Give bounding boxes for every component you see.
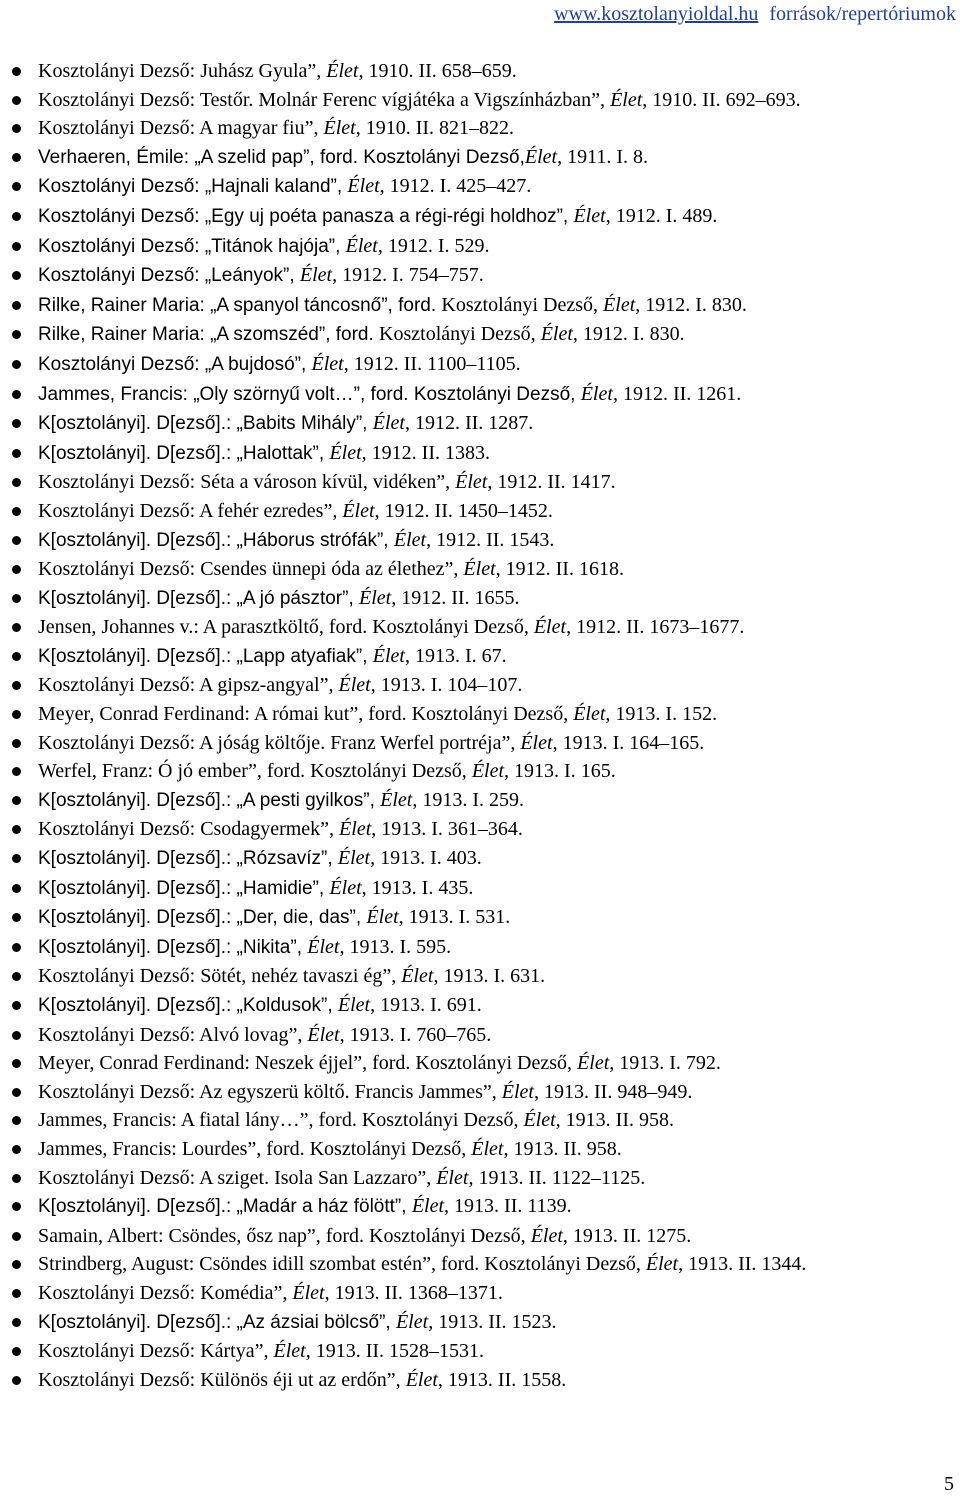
entry-text: , 1913. I. 361–364.	[371, 818, 523, 841]
entry-text: K[osztolányi]. D[ezső].: „A pesti gyilkos”,	[38, 789, 381, 811]
bibliography-entry	[12, 1078, 956, 1107]
journal-title: Élet	[520, 731, 553, 754]
entry-text: , 1913. I. 435.	[361, 876, 474, 899]
bullet-icon	[12, 124, 21, 133]
journal-title: Élet	[359, 586, 392, 609]
journal-title: Élet	[580, 382, 613, 405]
entry-text: , 1912. II. 1261.	[612, 382, 742, 405]
entry-text: Werfel, Franz: Ó jó ember”, ford. Kosztolányi Dezső,	[38, 760, 472, 783]
entry-text: Kosztolányi Dezső: Csendes ünnepi óda az élethez”,	[38, 558, 464, 581]
bullet-icon	[12, 739, 21, 748]
entry-text: K[osztolányi]. D[ezső].: „Háborus strófák”,	[38, 529, 394, 551]
bibliography-entry	[12, 202, 956, 232]
bibliography-entry	[12, 874, 956, 904]
entry-text: , 1913. I. 760–765.	[339, 1023, 492, 1046]
bibliography-entry	[12, 468, 956, 497]
journal-title: Élet	[471, 1137, 504, 1160]
bullet-icon	[12, 1059, 21, 1068]
entry-text: , 1912. II. 1655.	[391, 586, 520, 609]
entry-text: , 1912. II. 1100–1105.	[343, 352, 521, 375]
bibliography-entry	[12, 526, 956, 556]
bullet-icon	[12, 301, 21, 310]
bibliography-entry	[12, 380, 956, 410]
bullet-icon	[12, 419, 21, 428]
journal-title: Élet	[455, 471, 488, 494]
journal-title: Élet	[372, 412, 405, 435]
bibliography-entry	[12, 232, 956, 262]
entry-text: , 1913. I. 403.	[370, 847, 482, 870]
bibliography-entry	[12, 1049, 956, 1078]
bullet-icon	[12, 796, 21, 805]
bullet-icon	[12, 507, 21, 516]
entry-text: K[osztolányi]. D[ezső].: „Der, die, das”,	[38, 907, 367, 929]
entry-text: Kosztolányi Dezső: A fehér ezredes”,	[38, 499, 343, 522]
bullet-icon	[12, 1289, 21, 1298]
entry-text: Jammes, Francis: Lourdes”, ford. Kosztolányi Dezső,	[38, 1137, 472, 1160]
journal-title: Élet	[471, 760, 505, 783]
journal-title: Élet	[523, 1109, 556, 1132]
entry-text: , 1913. I. 259.	[412, 788, 525, 811]
entry-text: , 1913. I. 164–165.	[552, 731, 705, 754]
entry-text: Samain, Albert: Csöndes, ősz nap”, ford. Kosztolányi Dezső,	[38, 1224, 531, 1247]
journal-title: Élet	[329, 876, 362, 899]
entry-text: , 1913. II. 1558.	[437, 1368, 567, 1391]
entry-text: Meyer, Conrad Ferdinand: Neszek éjjel”, ford. Kosztolányi Dezső,	[38, 1052, 578, 1075]
bullet-icon	[12, 652, 21, 661]
bibliography-entry	[12, 409, 956, 439]
bullet-icon	[12, 153, 21, 162]
bibliography-entry	[12, 757, 956, 786]
entry-text: , 1913. II. 1528–1531.	[305, 1340, 485, 1363]
journal-title: Élet	[323, 117, 356, 140]
entry-text: Jammes, Francis: A fiatal lány…”, ford. Kosztolányi Dezső,	[38, 1109, 524, 1132]
bullet-icon	[12, 390, 21, 399]
entry-text: , 1910. II. 658–659.	[358, 60, 517, 82]
entry-text: K[osztolányi]. D[ezső].: „Nikita”,	[38, 936, 308, 958]
entry-text: , 1912. II. 1618.	[495, 558, 624, 581]
entry-text: , 1910. II. 821–822.	[355, 117, 515, 140]
journal-title: Élet	[329, 441, 362, 464]
bibliography-entry	[12, 86, 956, 115]
bullet-icon	[12, 536, 21, 545]
entry-text: Kosztolányi Dezső: „Egy uj poéta panasza a régi-régi holdhoz”,	[38, 205, 574, 227]
entry-text: K[osztolányi]. D[ezső].: „A jó pásztor”,	[38, 587, 360, 609]
entry-text: Jensen, Johannes v.: A parasztköltő, ford. Kosztolányi Dezső,	[38, 616, 534, 639]
bullet-icon	[12, 1260, 21, 1269]
entry-text: , 1913. I. 152.	[605, 703, 718, 726]
entry-text: Meyer, Conrad Ferdinand: A római kut”, ford. Kosztolányi Dezső,	[38, 703, 574, 726]
bibliography-entry	[12, 613, 956, 642]
bullet-icon	[12, 825, 21, 834]
bullet-icon	[12, 913, 21, 922]
bullet-icon	[12, 1145, 21, 1154]
bibliography-entry	[12, 729, 956, 758]
entry-text: , 1912. I. 830.	[635, 293, 747, 316]
journal-title: Élet	[524, 145, 558, 168]
bullet-icon	[12, 1232, 21, 1241]
page-header	[554, 2, 956, 26]
bibliography-entry	[12, 143, 956, 173]
journal-title: Élet	[540, 323, 573, 346]
entry-text: , 1912. II. 1383.	[361, 441, 490, 464]
entry-text: K[osztolányi]. D[ezső].: „Koldusok”,	[38, 995, 338, 1016]
entry-text: Kosztolányi Dezső: Az egyszerü költő. Francis Jammes”,	[38, 1080, 502, 1103]
entry-text: , 1913. I. 691.	[370, 994, 482, 1016]
bibliography-entry	[12, 844, 956, 874]
entry-text: Kosztolányi Dezső,	[441, 293, 604, 316]
entry-text: K[osztolányi]. D[ezső].: „Babits Mihály”,	[38, 413, 373, 435]
entry-text: , 1912. I. 754–757.	[332, 264, 484, 287]
bibliography-entry	[12, 320, 956, 350]
bibliography-entry	[12, 1250, 956, 1279]
entry-text: , 1912. II. 1417.	[487, 471, 616, 494]
bibliography-entry	[12, 350, 956, 380]
entry-text: Kosztolányi Dezső: Juhász Gyula”,	[38, 60, 327, 82]
journal-title: Élet	[577, 1052, 610, 1075]
entry-text: , 1912. I. 489.	[605, 204, 718, 227]
entry-text: Kosztolányi Dezső: „A bujdosó”,	[38, 353, 312, 375]
bullet-icon	[12, 1088, 21, 1097]
entry-text: Kosztolányi Dezső: Alvó lovag”,	[38, 1023, 308, 1046]
bullet-icon	[12, 594, 21, 603]
entry-text: K[osztolányi]. D[ezső].: „Az ázsiai bölcső”,	[38, 1311, 396, 1333]
entry-text: K[osztolányi]. D[ezső].: „Halottak”,	[38, 442, 330, 464]
entry-text: , 1913. I. 595.	[339, 935, 452, 958]
journal-title: Élet	[645, 1253, 679, 1276]
journal-title: Élet	[603, 293, 636, 316]
journal-title: Élet	[463, 558, 496, 581]
entry-text: K[osztolányi]. D[ezső].: „Madár a ház fölött”,	[38, 1196, 412, 1218]
bullet-icon	[12, 67, 21, 76]
bullet-icon	[12, 449, 21, 458]
entry-text: Rilke, Rainer Maria: „A spanyol táncosnő”, ford.	[38, 294, 442, 316]
bullet-icon	[12, 854, 21, 863]
journal-title: Élet	[307, 935, 340, 958]
bibliography-entry	[12, 1106, 956, 1135]
entry-text: , 1913. I. 165.	[504, 760, 616, 783]
journal-title: Élet	[307, 1023, 340, 1046]
entry-text: , 1913. I. 631.	[433, 965, 546, 988]
entry-text: Strindberg, August: Csöndes idill szombat estén”, ford. Kosztolányi Dezső,	[38, 1253, 646, 1276]
bullet-icon	[12, 1347, 21, 1356]
bullet-icon	[12, 1001, 21, 1010]
bullet-icon	[12, 1031, 21, 1040]
journal-title: Élet	[347, 175, 380, 198]
entry-text: , 1913. I. 67.	[404, 644, 507, 667]
bibliography-entry	[12, 555, 956, 584]
journal-title: Élet	[573, 703, 606, 726]
entry-text: Kosztolányi Dezső: Komédia”,	[38, 1281, 293, 1304]
entry-text: , 1912. II. 1287.	[404, 412, 534, 435]
journal-title: Élet	[533, 616, 567, 639]
journal-title: Élet	[366, 906, 399, 929]
entry-text: Kosztolányi Dezső: Különös éji ut az erdőn”,	[38, 1368, 406, 1391]
bibliography-entry	[12, 962, 956, 991]
journal-title: Élet	[395, 1310, 429, 1333]
journal-title: Élet	[372, 644, 405, 667]
entry-text: , 1913. II. 958.	[555, 1109, 674, 1132]
bullet-icon	[12, 478, 21, 487]
entry-text: , 1913. II. 948–949.	[534, 1080, 693, 1103]
bullet-icon	[12, 242, 21, 251]
journal-title: Élet	[411, 1195, 445, 1218]
entry-text: Kosztolányi Dezső: Testőr. Molnár Ferenc vígjátéka a Vigszínházban”,	[38, 88, 611, 111]
entry-text: Kosztolányi Dezső: „Leányok”,	[38, 265, 300, 287]
bullet-icon	[12, 96, 21, 105]
bibliography-entry	[12, 786, 956, 816]
entry-text: K[osztolányi]. D[ezső].: „Hamidie”,	[38, 877, 330, 899]
journal-title: Élet	[436, 1166, 469, 1189]
entry-text: , 1912. I. 830.	[572, 323, 685, 346]
bullet-icon	[12, 767, 21, 776]
bibliography-entry	[12, 1308, 956, 1338]
journal-title: Élet	[326, 60, 359, 82]
bullet-icon	[12, 884, 21, 893]
journal-title: Élet	[339, 818, 372, 841]
entry-text: , 1912. II. 1450–1452.	[374, 499, 553, 522]
journal-title: Élet	[299, 264, 333, 287]
journal-title: Élet	[530, 1224, 563, 1247]
journal-title: Élet	[393, 528, 427, 551]
bullet-icon	[12, 710, 21, 719]
bullet-icon	[12, 681, 21, 690]
entry-text: , 1912. I. 529.	[377, 234, 490, 257]
journal-title: Élet	[345, 234, 378, 257]
bibliography-entry	[12, 1337, 956, 1366]
journal-title: Élet	[380, 788, 413, 811]
entry-text: Kosztolányi Dezső: „Titánok hajója”,	[38, 235, 346, 257]
entry-text: Kosztolányi Dezső: Kártya”,	[38, 1340, 274, 1363]
bibliography-entry	[12, 291, 956, 321]
bullet-icon	[12, 943, 21, 952]
bullet-icon	[12, 1318, 21, 1327]
journal-title: Élet	[337, 847, 371, 870]
bibliography-entry	[12, 1279, 956, 1308]
bibliography-entry	[12, 1164, 956, 1193]
bibliography-entry	[12, 903, 956, 933]
entry-text: Kosztolányi Dezső: Csodagyermek”,	[38, 818, 340, 841]
entry-text: K[osztolányi]. D[ezső].: „Lapp atyafiak”,	[38, 645, 373, 667]
journal-title: Élet	[342, 499, 375, 522]
journal-title: Élet	[337, 994, 371, 1016]
journal-title: Élet	[401, 965, 434, 988]
journal-title: Élet	[311, 352, 344, 375]
bibliography-entry	[12, 497, 956, 526]
entry-text: , 1913. II. 1139.	[444, 1195, 572, 1218]
entry-text: Kosztolányi Dezső: A gipsz-angyal”,	[38, 674, 339, 697]
bibliography-list	[12, 57, 956, 1394]
journal-title: Élet	[338, 674, 371, 697]
bullet-icon	[12, 360, 21, 369]
bullet-icon	[12, 565, 21, 574]
entry-text: Kosztolányi Dezső: „Hajnali kaland”,	[38, 176, 348, 198]
bullet-icon	[12, 330, 21, 339]
entry-text: Jammes, Francis: „Oly szörnyű volt…”, ford. Kosztolányi Dezső,	[38, 383, 581, 405]
entry-text: Kosztolányi Dezső: A sziget. Isola San Lazzaro”,	[38, 1166, 437, 1189]
entry-text: , 1913. II. 1368–1371.	[324, 1281, 503, 1304]
entry-text: , 1913. II. 1122–1125.	[468, 1166, 646, 1189]
bullet-icon	[12, 1202, 21, 1211]
bullet-icon	[12, 972, 21, 981]
bullet-icon	[12, 271, 21, 280]
entry-text: , 1913. II. 1523.	[428, 1310, 557, 1333]
entry-text: , 1912. II. 1673–1677.	[566, 616, 745, 639]
entry-text: Kosztolányi Dezső,	[379, 323, 541, 346]
entry-text: , 1910. II. 692–693.	[642, 88, 801, 111]
entry-text: K[osztolányi]. D[ezső].: „Rózsavíz”,	[38, 848, 338, 870]
entry-text: Kosztolányi Dezső: A jóság költője. Franz Werfel portréja”,	[38, 731, 521, 754]
bibliography-entry	[12, 700, 956, 729]
bibliography-entry	[12, 991, 956, 1021]
bibliography-entry	[12, 172, 956, 202]
entry-text: Kosztolányi Dezső: Séta a városon kívül, vidéken”,	[38, 471, 456, 494]
page-number: 5	[944, 1473, 954, 1495]
entry-text: , 1913. I. 531.	[398, 906, 511, 929]
bibliography-entry	[12, 1222, 956, 1251]
entry-text: „A szelid pap”, ford. Kosztolányi Dezső,	[194, 146, 525, 168]
section-link[interactable]: források/repertóriumok	[769, 3, 956, 25]
entry-text: , 1911. I. 8.	[557, 145, 648, 168]
entry-text: Verhaeren, Émile:	[38, 146, 195, 168]
bullet-icon	[12, 182, 21, 191]
entry-text: Kosztolányi Dezső: Sötét, nehéz tavaszi ég”,	[38, 965, 402, 988]
entry-text: , 1913. I. 104–107.	[370, 674, 523, 697]
bullet-icon	[12, 1174, 21, 1183]
entry-text: , 1912. II. 1543.	[426, 528, 555, 551]
journal-title: Élet	[405, 1368, 438, 1391]
bibliography-entry	[12, 584, 956, 614]
entry-text: , 1913. II. 1344.	[678, 1253, 807, 1276]
bibliography-entry	[12, 1135, 956, 1164]
bibliography-entry	[12, 57, 956, 86]
entry-text: Kosztolányi Dezső: A magyar fiu”,	[38, 117, 324, 140]
journal-title: Élet	[610, 88, 643, 111]
bibliography-entry	[12, 671, 956, 700]
bibliography-entry	[12, 439, 956, 469]
bullet-icon	[12, 1116, 21, 1125]
bibliography-entry	[12, 114, 956, 143]
entry-text: , 1913. II. 1275.	[562, 1224, 692, 1247]
entry-text: , 1912. I. 425–427.	[379, 175, 532, 198]
journal-title: Élet	[501, 1080, 534, 1103]
bibliography-entry	[12, 642, 956, 672]
bibliography-entry	[12, 1192, 956, 1222]
bullet-icon	[12, 1376, 21, 1385]
journal-title: Élet	[292, 1281, 325, 1304]
entry-text: , 1913. II. 958.	[503, 1137, 622, 1160]
entry-text: Rilke, Rainer Maria: „A szomszéd”, ford.	[38, 324, 380, 346]
bibliography-entry	[12, 815, 956, 844]
entry-text: , 1913. I. 792.	[609, 1052, 721, 1075]
bibliography-entry	[12, 1366, 956, 1395]
journal-title: Élet	[273, 1340, 306, 1363]
bibliography-entry	[12, 261, 956, 291]
site-link[interactable]: www.kosztolanyioldal.hu	[554, 3, 759, 25]
bibliography-entry	[12, 933, 956, 963]
bibliography-entry	[12, 1021, 956, 1050]
bullet-icon	[12, 623, 21, 632]
bullet-icon	[12, 212, 21, 221]
journal-title: Élet	[573, 204, 606, 227]
